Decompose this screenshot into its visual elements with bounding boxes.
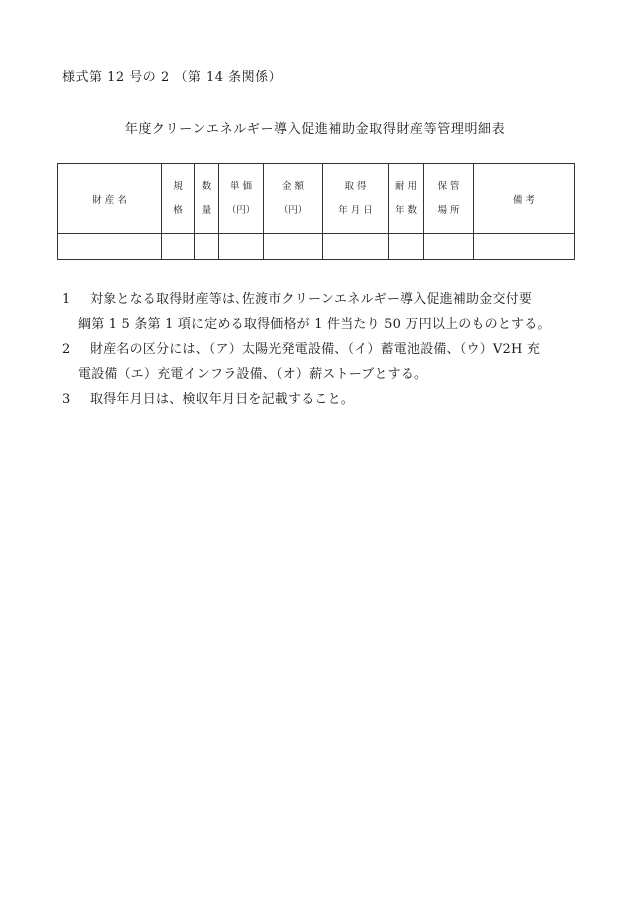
cell-remarks[interactable] (474, 234, 575, 260)
note-text-continued: 電設備（エ）充電インフラ設備、（オ）薪ストーブとする。 (78, 367, 428, 382)
cell-unit-price[interactable] (219, 234, 264, 260)
notes-section (62, 287, 582, 412)
note-number: 1 (62, 292, 71, 307)
table-header-row (58, 164, 575, 234)
header-specification: 規 格 (162, 164, 195, 234)
property-ledger-table (57, 163, 575, 260)
cell-quantity[interactable] (195, 234, 219, 260)
note-text: 取得年月日は、検収年月日を記載すること。 (90, 392, 355, 407)
note-number: 3 (62, 392, 71, 407)
header-acquisition-date: 取 得 年 月 日 (323, 164, 389, 234)
header-storage-location: 保 管 場 所 (424, 164, 474, 234)
header-remarks: 備 考 (474, 164, 575, 234)
cell-amount[interactable] (264, 234, 323, 260)
note-text: 財産名の区分には、（ア）太陽光発電設備、（イ）蓄電池設備、（ウ）V2H 充 (90, 342, 541, 357)
note-number: 2 (62, 342, 71, 357)
cell-useful-life[interactable] (389, 234, 424, 260)
header-amount: 金 額 （円） (264, 164, 323, 234)
header-quantity: 数 量 (195, 164, 219, 234)
form-number: 様式第 12 号の 2 （第 14 条関係） (62, 70, 283, 85)
note-item-2 (62, 337, 582, 362)
header-property-name: 財 産 名 (58, 164, 162, 234)
cell-property-name[interactable] (58, 234, 162, 260)
document-title: 年度クリーンエネルギー導入促進補助金取得財産等管理明細表 (124, 122, 506, 137)
note-item-3 (62, 387, 582, 412)
note-item-1 (62, 287, 582, 312)
header-useful-life: 耐 用 年 数 (389, 164, 424, 234)
cell-specification[interactable] (162, 234, 195, 260)
header-unit-price: 単 価 （円） (219, 164, 264, 234)
note-text-continued: 綱第 1 5 条第 1 項に定める取得価格が 1 件当たり 50 万円以上のものとする。 (78, 317, 551, 332)
cell-acquisition-date[interactable] (323, 234, 389, 260)
table-row (58, 234, 575, 260)
cell-storage-location[interactable] (424, 234, 474, 260)
note-text: 対象となる取得財産等は､佐渡市クリーンエネルギー導入促進補助金交付要 (90, 292, 533, 307)
